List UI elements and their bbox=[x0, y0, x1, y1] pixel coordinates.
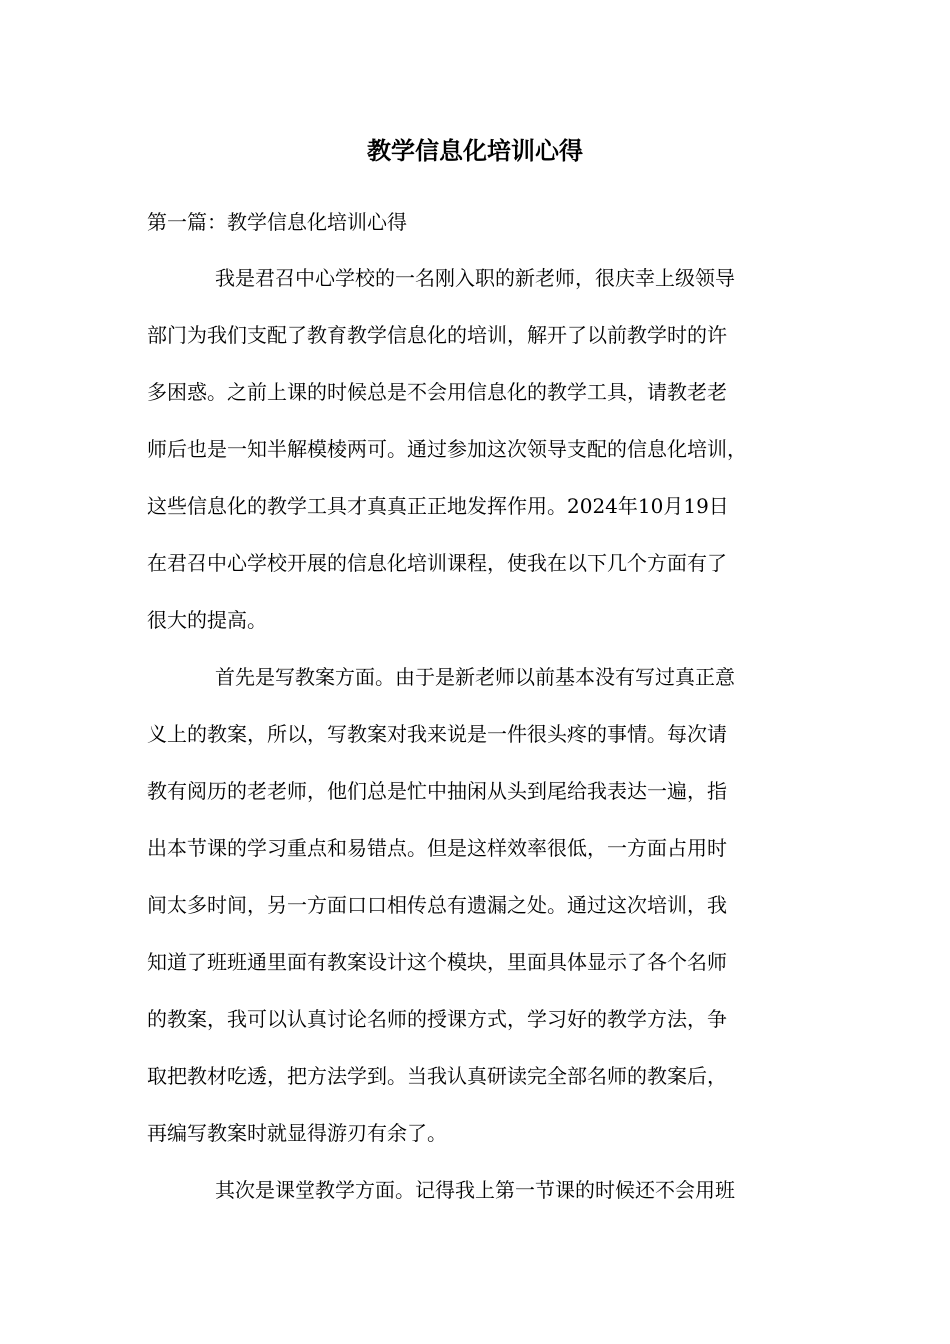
section-subtitle: 第一篇：教学信息化培训心得 bbox=[147, 210, 407, 234]
body-line: 知道了班班通里面有教案设计这个模块，里面具体显示了各个名师 bbox=[147, 950, 727, 974]
body-line: 取把教材吃透，把方法学到。当我认真研读完全部名师的教案后， bbox=[147, 1064, 727, 1088]
body-line: 这些信息化的教学工具才真真正正地发挥作用。2024年10月19日 bbox=[147, 494, 729, 518]
body-line: 我是君召中心学校的一名刚入职的新老师，很庆幸上级领导 bbox=[215, 266, 735, 290]
body-line: 部门为我们支配了教育教学信息化的培训，解开了以前教学时的许 bbox=[147, 323, 727, 347]
body-line: 在君召中心学校开展的信息化培训课程，使我在以下几个方面有了 bbox=[147, 551, 727, 575]
body-line: 很大的提高。 bbox=[147, 608, 267, 632]
body-line: 的教案，我可以认真讨论名师的授课方式，学习好的教学方法，争 bbox=[147, 1007, 727, 1031]
body-line: 其次是课堂教学方面。记得我上第一节课的时候还不会用班 bbox=[215, 1178, 735, 1202]
body-line: 首先是写教案方面。由于是新老师以前基本没有写过真正意 bbox=[215, 665, 735, 689]
body-line: 多困惑。之前上课的时候总是不会用信息化的教学工具，请教老老 bbox=[147, 380, 727, 404]
body-line: 师后也是一知半解模棱两可。通过参加这次领导支配的信息化培训， bbox=[147, 437, 747, 461]
body-line: 出本节课的学习重点和易错点。但是这样效率很低，一方面占用时 bbox=[147, 836, 727, 860]
document-title: 教学信息化培训心得 bbox=[367, 136, 583, 165]
body-line: 教有阅历的老老师，他们总是忙中抽闲从头到尾给我表达一遍，指 bbox=[147, 779, 727, 803]
body-line: 再编写教案时就显得游刃有余了。 bbox=[147, 1121, 447, 1145]
body-line: 义上的教案，所以，写教案对我来说是一件很头疼的事情。每次请 bbox=[147, 722, 727, 746]
body-line: 间太多时间，另一方面口口相传总有遗漏之处。通过这次培训，我 bbox=[147, 893, 727, 917]
